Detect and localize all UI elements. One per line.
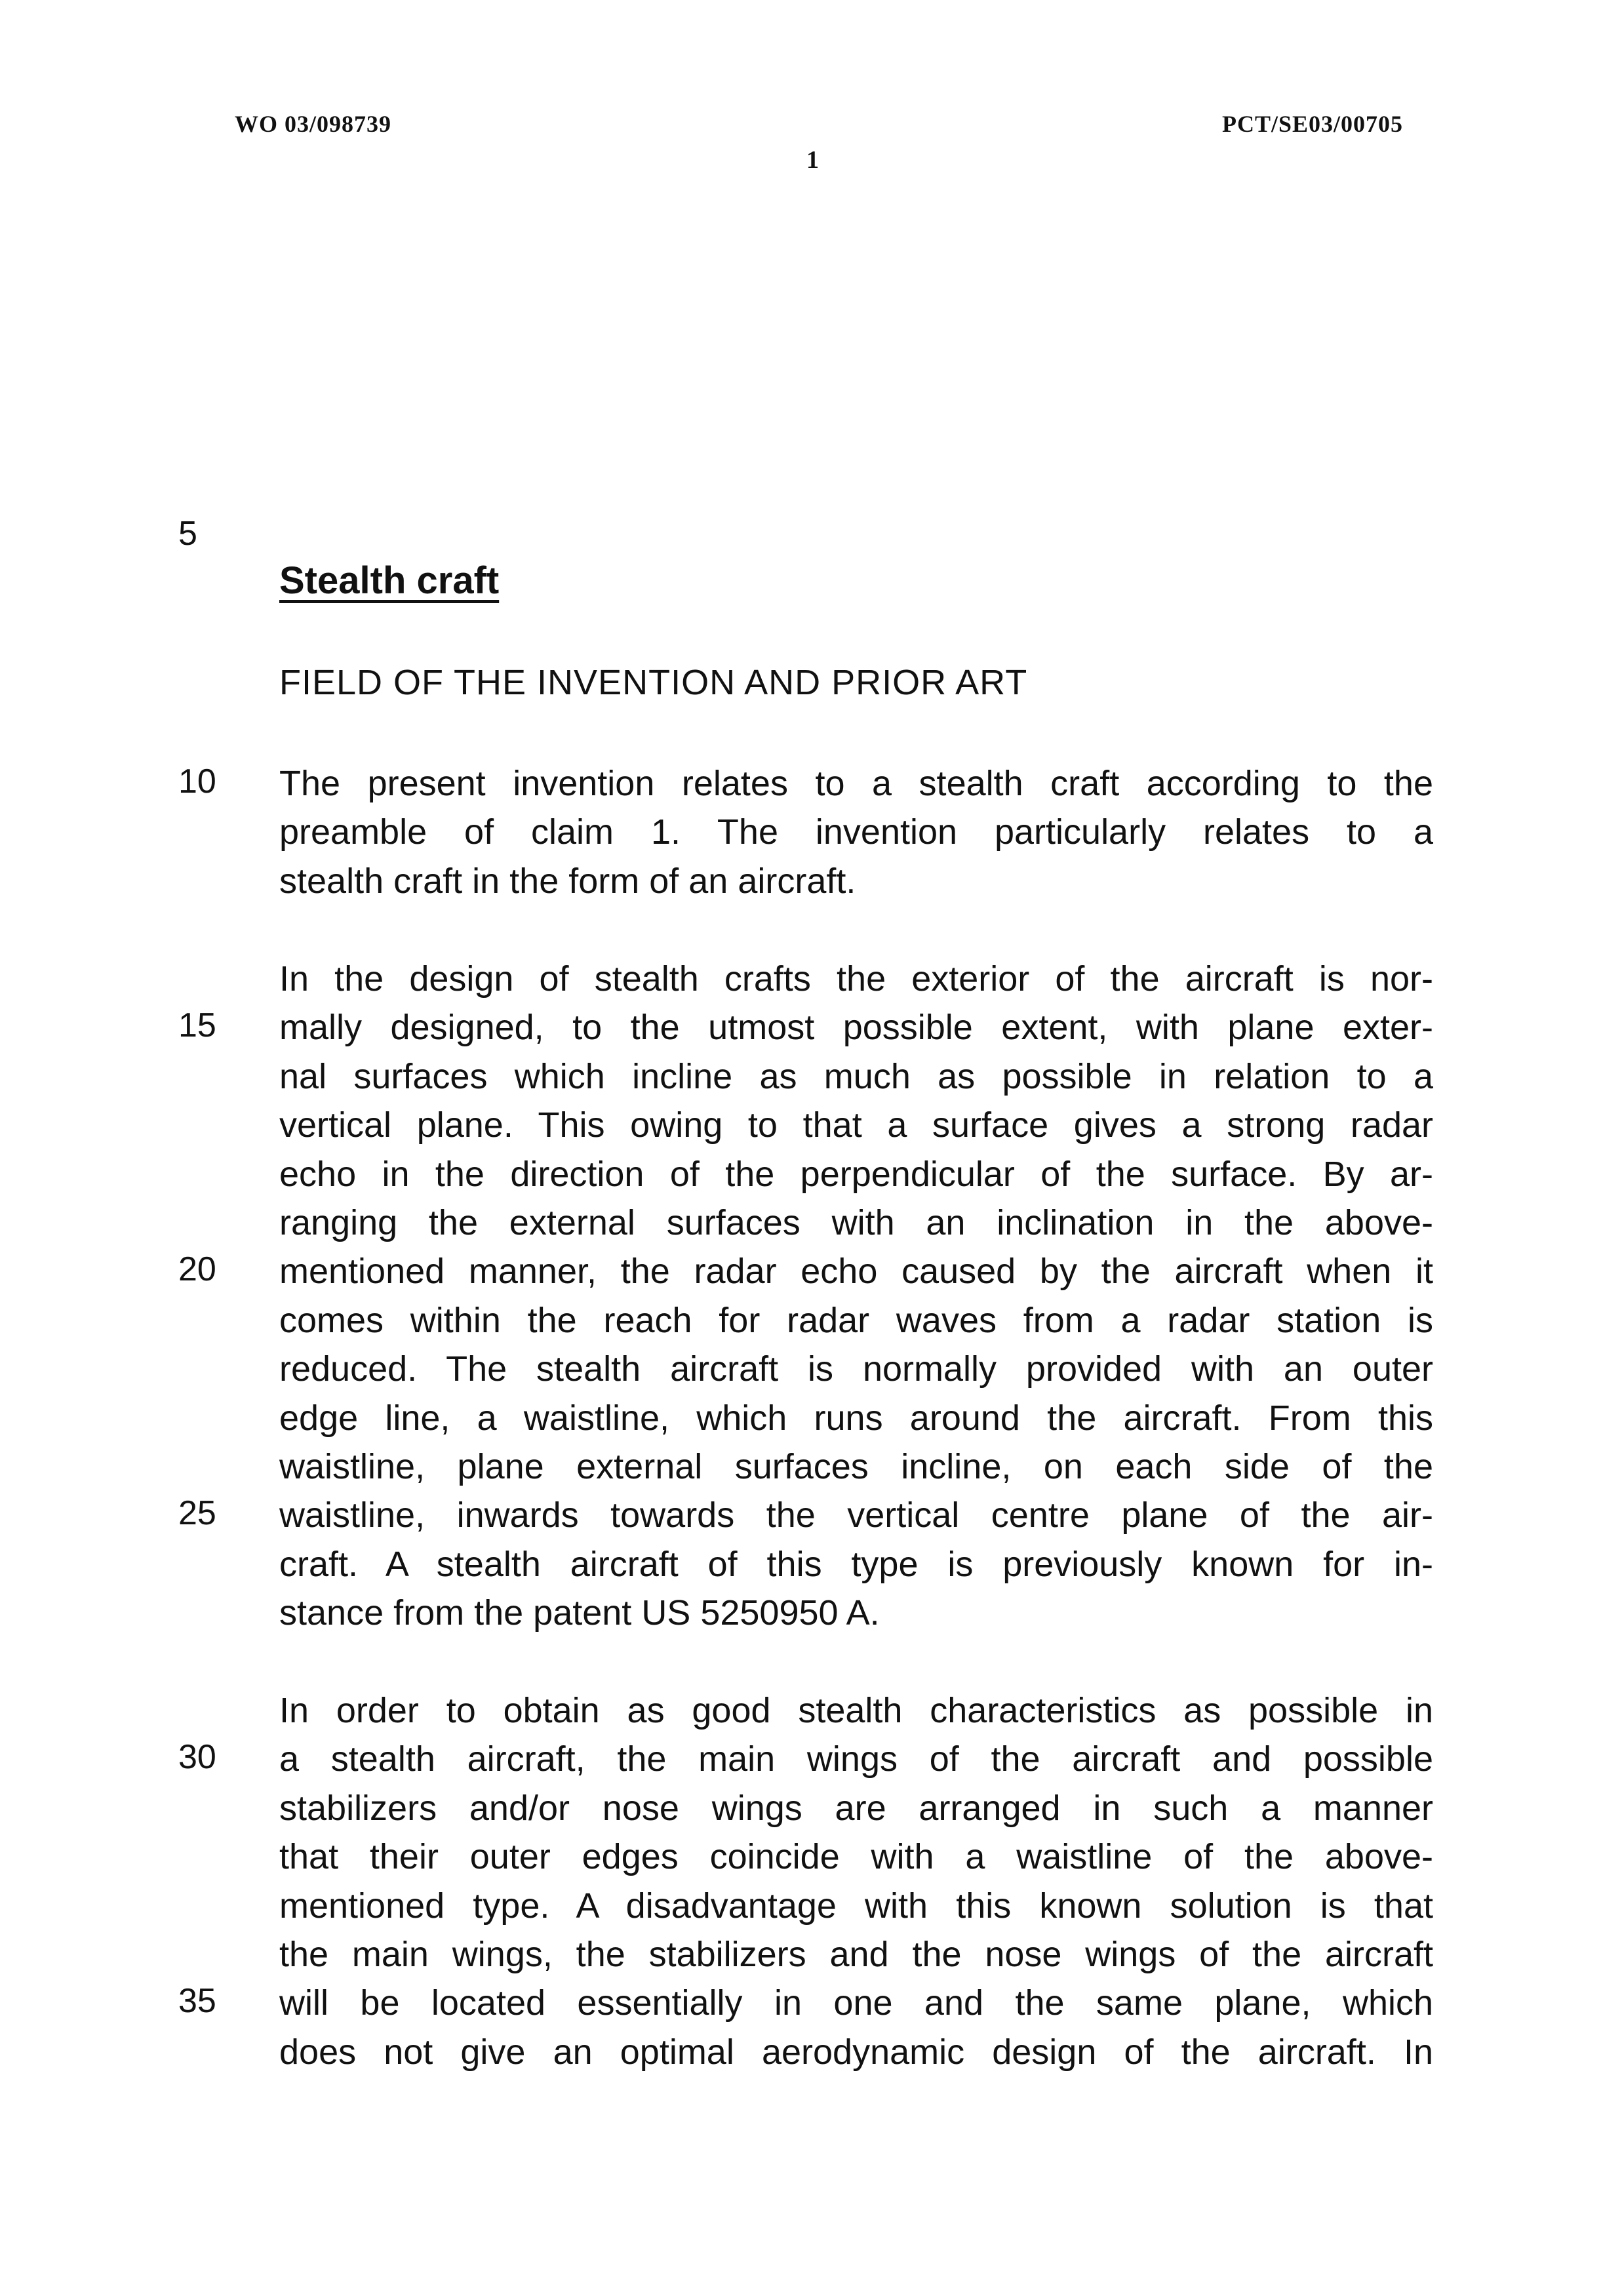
- text-line: waistline, inwards towards the vertical centre plane of the air-: [279, 1495, 1433, 1535]
- text-line: mentioned manner, the radar echo caused by the aircraft when it: [279, 1252, 1433, 1292]
- text-line: vertical plane. This owing to that a surface gives a strong radar: [279, 1105, 1433, 1145]
- section-heading: FIELD OF THE INVENTION AND PRIOR ART: [279, 663, 1028, 702]
- text-line: waistline, plane external surfaces incline, on each side of the: [279, 1446, 1433, 1486]
- text-line: nal surfaces which incline as much as possible in relation to a: [279, 1056, 1433, 1096]
- text-line: comes within the reach for radar waves from a radar station is: [279, 1300, 1433, 1340]
- text-line: In order to obtain as good stealth characteristics as possible in: [279, 1691, 1433, 1730]
- document-title: Stealth craft: [279, 559, 500, 602]
- text-line: preamble of claim 1. The invention particularly relates to a: [279, 812, 1433, 852]
- text-line: craft. A stealth aircraft of this type is previously known for in-: [279, 1544, 1433, 1584]
- text-line: will be located essentially in one and the same plane, which: [279, 1983, 1433, 2023]
- text-line: ranging the external surfaces with an inclination in the above-: [279, 1202, 1433, 1242]
- text-line: reduced. The stealth aircraft is normally provided with an outer: [279, 1349, 1433, 1389]
- line-number: 20: [178, 1250, 216, 1288]
- text-line: stealth craft in the form of an aircraft.: [279, 861, 856, 901]
- text-line: a stealth aircraft, the main wings of the aircraft and possible: [279, 1739, 1433, 1779]
- line-number: 15: [178, 1006, 216, 1044]
- line-number: 10: [178, 762, 216, 801]
- text-line: stance from the patent US 5250950 A.: [279, 1593, 880, 1633]
- page-number: 1: [806, 146, 819, 174]
- text-line: mentioned type. A disadvantage with this known solution is that: [279, 1886, 1433, 1926]
- line-number: 30: [178, 1738, 216, 1776]
- publication-number: WO 03/098739: [235, 111, 392, 137]
- text-line: edge line, a waistline, which runs around the aircraft. From this: [279, 1398, 1433, 1438]
- line-number: 25: [178, 1494, 216, 1532]
- paragraph-2: [279, 955, 1433, 1637]
- paragraph-3: [279, 1686, 1433, 2076]
- line-number: 5: [178, 515, 197, 553]
- paragraph-1: [279, 759, 1433, 905]
- text-line: the main wings, the stabilizers and the nose wings of the aircraft: [279, 1934, 1433, 1974]
- text-line: In the design of stealth crafts the exterior of the aircraft is nor-: [279, 959, 1433, 999]
- line-number: 35: [178, 1982, 216, 2020]
- text-line: echo in the direction of the perpendicular of the surface. By ar-: [279, 1154, 1433, 1194]
- text-line: mally designed, to the utmost possible extent, with plane exter-: [279, 1008, 1433, 1048]
- text-line: that their outer edges coincide with a waistline of the above-: [279, 1837, 1433, 1877]
- text-line: The present invention relates to a stealth craft according to the: [279, 764, 1433, 803]
- text-line: does not give an optimal aerodynamic design of the aircraft. In: [279, 2032, 1433, 2072]
- text-line: stabilizers and/or nose wings are arranged in such a manner: [279, 1788, 1433, 1828]
- application-number: PCT/SE03/00705: [1221, 111, 1403, 137]
